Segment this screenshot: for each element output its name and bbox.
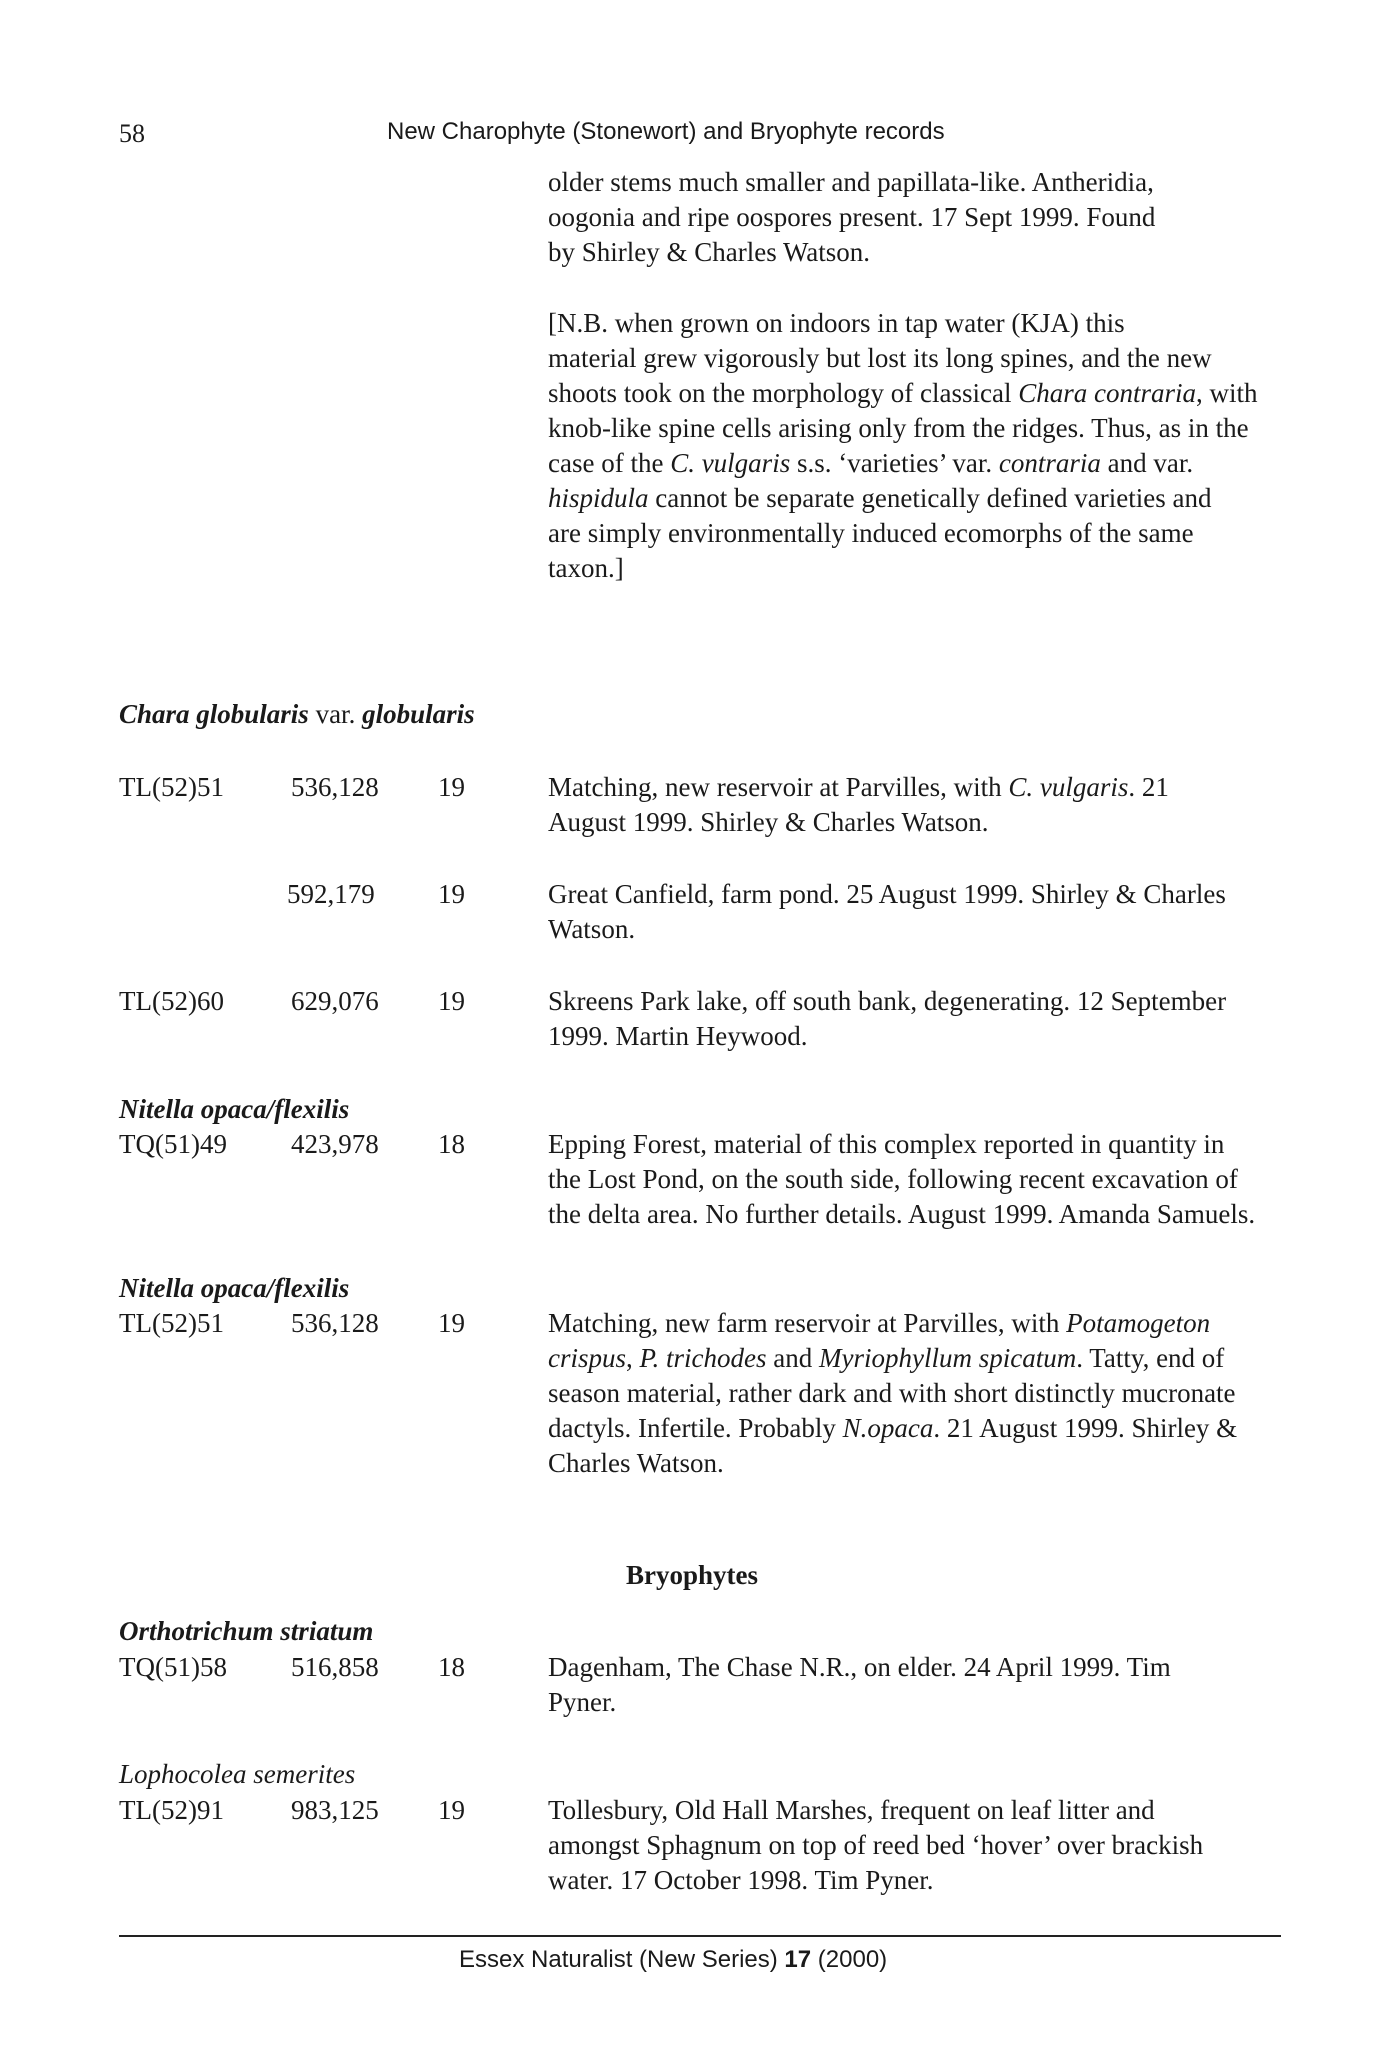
text-line (548, 770, 1288, 805)
journal-name: Essex Naturalist (New Series) (459, 1946, 785, 1973)
text-run: cannot be separate genetically defined varieties and (648, 483, 1212, 513)
text-line: season material, rather dark and with short distinctly mucronate (548, 1378, 1236, 1408)
grid-square: TL(52)51 (119, 772, 224, 802)
text-line: oogonia and ripe oospores present. 17 Sept 1999. Found (548, 202, 1156, 232)
text-line (548, 481, 1288, 516)
grid-reference: 536,128 (291, 1308, 379, 1338)
text-run: case of the (548, 448, 671, 478)
text-run: Matching, new farm reservoir at Parvilles, with (548, 1308, 1067, 1338)
text-line: Great Canfield, farm pond. 25 August 1999. Shirley & Charles (548, 879, 1226, 909)
taxon-name: P. trichodes (639, 1343, 767, 1373)
text-line (548, 1306, 1288, 1341)
vice-county: 19 (438, 772, 465, 802)
text-line: Tollesbury, Old Hall Marshes, frequent on leaf litter and (548, 1795, 1155, 1825)
grid-reference: 629,076 (291, 986, 379, 1016)
grid-square: TQ(51)58 (119, 1652, 227, 1682)
text-line: [N.B. when grown on indoors in tap water (KJA) this (548, 308, 1125, 338)
species-heading-chara-globularis (119, 697, 475, 732)
taxon-name: hispidula (548, 483, 649, 513)
text-run: dactyls. Infertile. Probably (548, 1413, 843, 1443)
vice-county: 18 (438, 1652, 465, 1682)
text-line: older stems much smaller and papillata-like. Antheridia, (548, 167, 1154, 197)
vice-county: 19 (438, 986, 465, 1016)
text-run: , (626, 1343, 640, 1373)
text-line (548, 1411, 1288, 1446)
record-details (548, 1306, 1288, 1481)
grid-square: TL(52)51 (119, 1308, 224, 1338)
grid-square: TQ(51)49 (119, 1129, 227, 1159)
volume-number: 17 (784, 1946, 812, 1973)
text-line: are simply environmentally induced ecomorphs of the same (548, 518, 1194, 548)
text-run: , with (1195, 378, 1258, 408)
footer-citation (459, 1946, 887, 1974)
grid-reference: 536,128 (291, 772, 379, 802)
text-line: by Shirley & Charles Watson. (548, 237, 871, 267)
text-run: and (766, 1343, 819, 1373)
text-run: . 21 (1128, 772, 1169, 802)
text-line (548, 1341, 1288, 1376)
taxon-name: contraria (998, 448, 1101, 478)
text-line: knob-like spine cells arising only from the ridges. Thus, as in the (548, 413, 1249, 443)
taxon-name: Potamogeton (1066, 1308, 1211, 1338)
grid-square: TL(52)91 (119, 1795, 224, 1825)
grid-square: TL(52)60 (119, 986, 224, 1016)
taxon-name: C. vulgaris (670, 448, 791, 478)
section-heading-bryophytes: Bryophytes (626, 1560, 759, 1590)
text-line: the delta area. No further details. August 1999. Amanda Samuels. (548, 1199, 1256, 1229)
page-number: 58 (119, 119, 145, 148)
taxon-name: C. vulgaris (1008, 772, 1129, 802)
year: (2000) (811, 1946, 888, 1973)
vice-county: 19 (438, 879, 465, 909)
text-run: s.s. ‘varieties’ var. (790, 448, 999, 478)
text-line: water. 17 October 1998. Tim Pyner. (548, 1865, 934, 1895)
taxon-name: Myriophyllum spicatum (819, 1343, 1077, 1373)
text-line: taxon.] (548, 553, 624, 583)
taxon-name: Chara contraria (1018, 378, 1196, 408)
taxon-name: N.opaca (842, 1413, 934, 1443)
text-line: Dagenham, The Chase N.R., on elder. 24 April 1999. Tim (548, 1652, 1171, 1682)
vice-county: 18 (438, 1129, 465, 1159)
species-heading-nitella: Nitella opaca/flexilis (119, 1273, 350, 1303)
record-details (548, 984, 1288, 1054)
text-line: August 1999. Shirley & Charles Watson. (548, 807, 989, 837)
running-title: New Charophyte (Stonewort) and Bryophyte records (387, 118, 945, 145)
taxon-name: globularis (362, 699, 475, 729)
taxon-name: Chara globularis (119, 699, 309, 729)
text-line (548, 446, 1288, 481)
text-line: Charles Watson. (548, 1448, 724, 1478)
text-line: amongst Sphagnum on top of reed bed ‘hover’ over brackish (548, 1830, 1204, 1860)
nb-paragraph (548, 306, 1288, 586)
grid-reference: 423,978 (291, 1129, 379, 1159)
text-line: material grew vigorously but lost its long spines, and the new (548, 343, 1212, 373)
text-line: Pyner. (548, 1687, 617, 1717)
record-details (548, 1650, 1288, 1720)
species-heading-lophocolea: Lophocolea semerites (119, 1759, 356, 1789)
grid-reference: 592,179 (287, 879, 375, 909)
species-heading-orthotrichum: Orthotrichum striatum (119, 1616, 374, 1646)
text-run: Matching, new reservoir at Parvilles, with (548, 772, 1009, 802)
text-run: and var. (1100, 448, 1194, 478)
record-details (548, 877, 1288, 947)
text-run: var. (308, 699, 363, 729)
footer-rule (119, 1935, 1281, 1937)
vice-county: 19 (438, 1795, 465, 1825)
text-line: 1999. Martin Heywood. (548, 1021, 808, 1051)
continuation-paragraph (548, 165, 1288, 270)
text-line: Epping Forest, material of this complex reported in quantity in (548, 1129, 1225, 1159)
text-line (548, 376, 1288, 411)
text-line: Watson. (548, 914, 636, 944)
text-line: the Lost Pond, on the south side, following recent excavation of (548, 1164, 1238, 1194)
record-details (548, 1793, 1288, 1898)
taxon-name: crispus (548, 1343, 627, 1373)
text-run: . Tatty, end of (1076, 1343, 1225, 1373)
text-run: . 21 August 1999. Shirley & (933, 1413, 1238, 1443)
text-line: Skreens Park lake, off south bank, degenerating. 12 September (548, 986, 1227, 1016)
record-details (548, 1127, 1288, 1232)
grid-reference: 983,125 (291, 1795, 379, 1825)
vice-county: 19 (438, 1308, 465, 1338)
grid-reference: 516,858 (291, 1652, 379, 1682)
record-details (548, 770, 1288, 840)
text-run: shoots took on the morphology of classical (548, 378, 1019, 408)
species-heading-nitella: Nitella opaca/flexilis (119, 1094, 350, 1124)
